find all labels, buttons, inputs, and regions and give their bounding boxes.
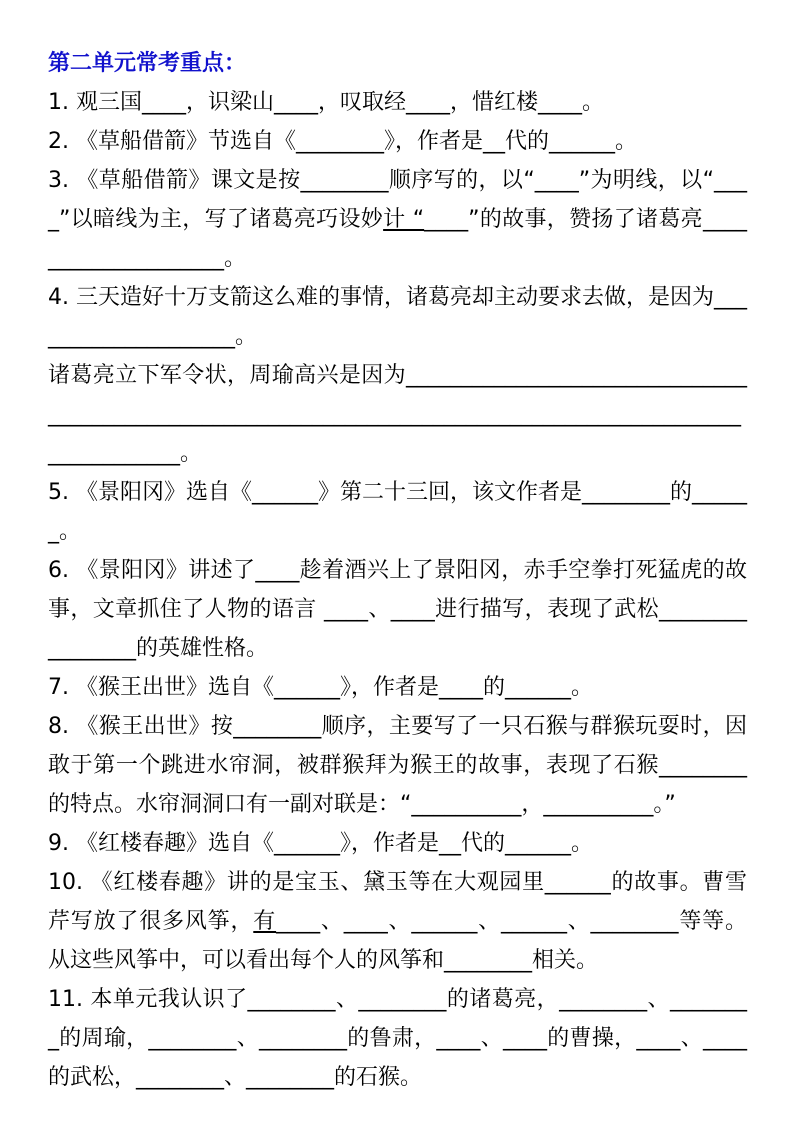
- question-text: 3. 《草船借箭》课文是按________顺序写的，以“____”为明线，以“____”以暗线为主，写了诸葛亮巧设妙: [48, 168, 747, 232]
- question-paragraph: [48, 668, 747, 707]
- question-paragraph: [48, 863, 747, 980]
- question-text: 11. 本单元我认识了________、________的诸葛亮，________、________的周瑜，________、________的鲁肃，____、____的曹操，____、____的武松，________、________的石猴。: [48, 987, 747, 1090]
- question-paragraph: [48, 707, 747, 824]
- question-text: 7. 《猴王出世》选自《______》，作者是____的______。: [48, 675, 593, 700]
- question-paragraph: [48, 161, 747, 278]
- question-paragraph: [48, 122, 747, 161]
- underlined-text: 有: [253, 909, 277, 934]
- question-text: 5. 《景阳冈》选自《______》第二十三回，该文作者是________的______。: [48, 480, 747, 544]
- question-paragraph: [48, 278, 747, 356]
- question-text: 10. 《红楼春趣》讲的是宝玉、黛玉等在大观园里______的故事。曹雪芹写放了很多风筝，: [48, 870, 747, 934]
- question-text: 4. 三天造好十万支箭这么难的事情，诸葛亮却主动要求去做，是因为____________________。: [48, 285, 747, 349]
- question-paragraph: [48, 824, 747, 863]
- question-paragraph: [48, 83, 747, 122]
- question-text: ____、____、______、______、________等等。从这些风筝中，可以看出每个人的风筝和________相关。: [48, 909, 747, 973]
- question-paragraph: [48, 980, 747, 1097]
- question-text: 诸葛亮立下军令状，周瑜高兴是因为__________________________________________________________________________________________________________。: [48, 363, 747, 466]
- underlined-text: 计 “: [383, 207, 425, 232]
- page-title: 第二单元常考重点：: [48, 51, 247, 76]
- question-text: 1. 观三国____，识梁山____，叹取经____，惜红楼____。: [48, 90, 604, 115]
- question-list: [48, 83, 747, 1097]
- question-text: ____”的故事，赞扬了诸葛亮____________________。: [48, 207, 747, 271]
- question-paragraph: [48, 551, 747, 668]
- question-paragraph: [48, 473, 747, 551]
- question-text: 8. 《猴王出世》按________顺序，主要写了一只石猴与群猴玩耍时，因敢于第一个跳进水帘洞，被群猴拜为猴王的故事，表现了石猴________的特点。水帘洞洞口有一副对联是：“__________，__________。”: [48, 714, 747, 817]
- question-paragraph: [48, 356, 747, 473]
- question-text: 6. 《景阳冈》讲述了____趁着酒兴上了景阳冈，赤手空拳打死猛虎的故事，文章抓住了人物的语言 ____、____进行描写，表现了武松________________的英雄性格。: [48, 558, 747, 661]
- question-text: 2. 《草船借箭》节选自《________》，作者是__代的______。: [48, 129, 637, 154]
- question-text: 9. 《红楼春趣》选自《______》，作者是__代的______。: [48, 831, 593, 856]
